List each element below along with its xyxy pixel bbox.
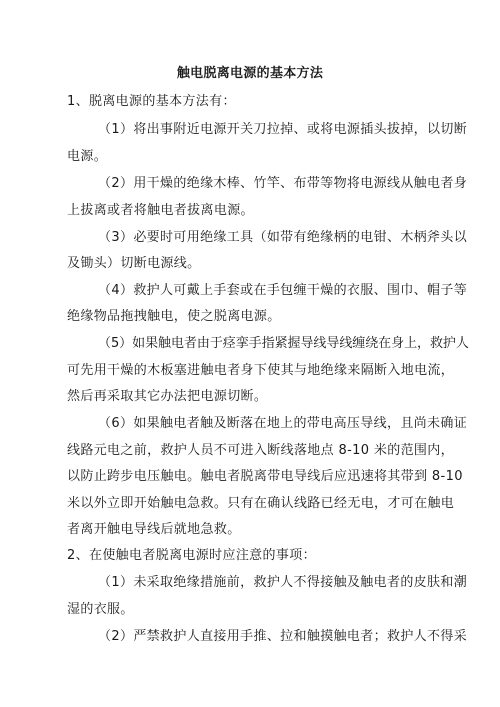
section-2-heading: 2、在使触电者脱离电源时应注意的事项：: [67, 548, 316, 563]
item-3-line-1: （3）必要时可用绝缘工具（如带有绝缘柄的电钳、木柄斧头以: [98, 230, 468, 245]
item-3-line-2: 及锄头）切断电源线。: [67, 256, 201, 271]
item-5-line-2: 可先用干燥的木板塞进触电者身下使其与地绝缘来隔断入地电流，: [67, 363, 455, 378]
item-5-line-3: 然后再采取其它办法把电源切断。: [67, 389, 268, 404]
item-2-line-1: （2）用干燥的绝缘木棒、竹竿、布带等物将电源线从触电者身: [98, 176, 468, 191]
note-1-line-2: 湿的衣服。: [67, 602, 134, 617]
item-6-line-1: （6）如果触电者触及断落在地上的带电高压导线，且尚未确证: [98, 416, 468, 431]
note-2-line-1: （2）严禁救护人直接用手推、拉和触摸触电者；救护人不得采: [98, 629, 468, 644]
item-6-line-4: 米以外立即开始触电急救。只有在确认线路已经无电，才可在触电: [67, 496, 455, 511]
item-1-line-2: 电源。: [67, 149, 108, 164]
section-1-heading: 1、脱离电源的基本方法有：: [67, 94, 236, 109]
item-6-line-5: 者离开触电导线后就地急救。: [67, 522, 241, 537]
item-6-line-3: 以防止跨步电压触电。触电者脱离带电导线后应迅速将其带到 8-10: [67, 469, 463, 484]
item-6-line-2: 线路元电之前，救护人员不可进入断线落地点 8-10 米的范围内，: [67, 443, 454, 458]
document-title: 触电脱离电源的基本方法: [176, 66, 324, 81]
item-2-line-2: 上拔离或者将触电者拔离电源。: [67, 203, 254, 218]
item-4-line-1: （4）救护人可戴上手套或在手包缠干燥的衣服、围巾、帽子等: [98, 283, 468, 298]
note-1-line-1: （1）未采取绝缘措施前，救护人不得接触及触电者的皮肤和潮: [98, 575, 468, 590]
item-4-line-2: 绝缘物品拖拽触电，使之脱离电源。: [67, 309, 281, 324]
item-5-line-1: （5）如果触电者由于痉挛手指紧握导线导线缠绕在身上，救护人: [98, 336, 469, 351]
item-1-line-1: （1）将出事附近电源开关刀拉掉、或将电源插头拔掉，以切断: [98, 122, 468, 137]
